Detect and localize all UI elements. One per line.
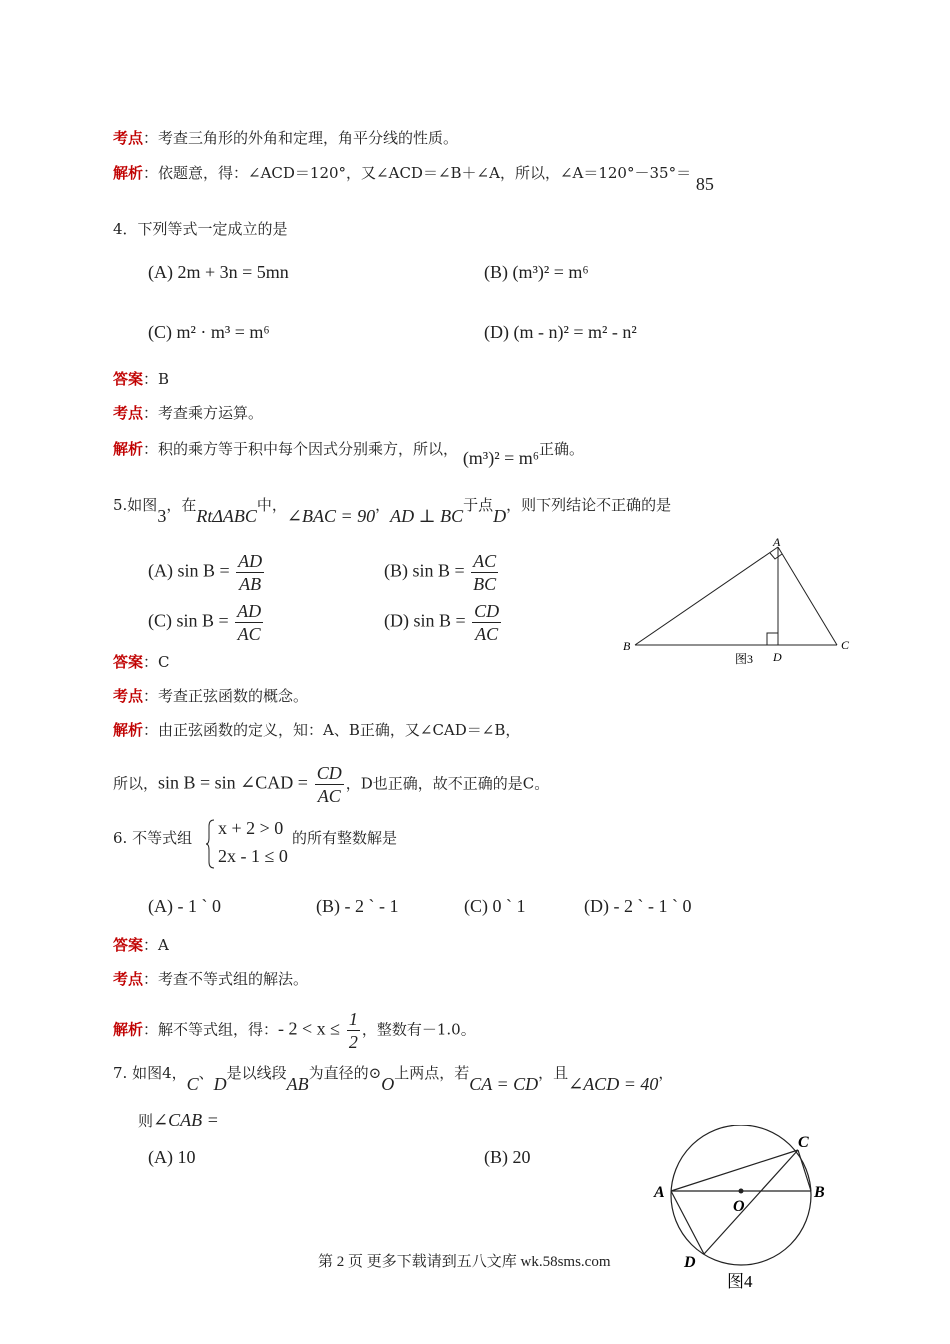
page-footer: 第 2 页 更多下载请到五八文库 wk.58sms.com xyxy=(318,1254,611,1270)
q6-option-a: (A) - 1 ` 0 xyxy=(148,896,221,916)
segment-ab xyxy=(635,547,778,645)
q5-kaodian: 考点：考查正弦函数的概念。 xyxy=(113,687,309,705)
chord-cb xyxy=(798,1150,811,1191)
q6-answer: 答案：A xyxy=(113,936,169,954)
right-angle-mark-a xyxy=(770,553,782,559)
q6-jiexi: 解析：解不等式组，得：- 2 < x ≤ $\frac{1}{2}$ ，整数有－1.0。 xyxy=(113,1009,476,1052)
q3-kaodian: 考点：考查三角形的外角和定理，角平分线的性质。 xyxy=(113,129,459,147)
kaodian-label: 考点 xyxy=(113,129,144,147)
q7-option-b: (B) 20 xyxy=(484,1147,531,1167)
label-o: O xyxy=(733,1198,745,1215)
q6-stem-pre: 6. 不等式组 xyxy=(113,829,193,847)
q5-stem: 5.如图3，在RtΔABC中，∠BAC = 90，AD ⊥ BC于点D，则下列结论不正确的是 xyxy=(113,496,672,526)
q4-answer: 答案：B xyxy=(113,370,170,388)
q5-jiexi-line2: 所以，sin B = sin ∠CAD = $\frac{CD}{AC}$ ，D也正确，故不正确的是C。 xyxy=(113,763,550,806)
chord-ad xyxy=(671,1191,704,1254)
q4-jiexi: 解析：积的乘方等于积中每个因式分别乘方，所以， (m³)² = m⁶正确。 xyxy=(113,440,585,468)
fraction: $\frac{CD}{AC}$ xyxy=(316,763,342,806)
q4-stem: 4．下列等式一定成立的是 xyxy=(113,220,288,238)
q4-option-c: (C) m² · m³ = m⁶ xyxy=(148,322,270,342)
label-c: C xyxy=(841,638,850,652)
q4-option-a: (A) 2m + 3n = 5mn xyxy=(148,262,289,282)
figure-3-triangle xyxy=(615,535,865,670)
label-d: D xyxy=(773,650,782,664)
q6-kaodian: 考点：考查不等式组的解法。 xyxy=(113,970,309,988)
fraction: $\frac{AD}{AC}$ xyxy=(237,601,262,644)
fraction: $\frac{CD}{AC}$ xyxy=(474,601,500,644)
q4-option-d: (D) (m - n)² = m² - n² xyxy=(484,322,637,342)
figure-4-circle xyxy=(650,1125,840,1295)
q5-option-a: (A) sin B = $\frac{AD}{AB}$ xyxy=(148,551,263,594)
q7-ask: 则∠CAB = xyxy=(138,1110,219,1130)
fraction: $\frac{AC}{BC}$ xyxy=(473,551,497,594)
q6-option-b: (B) - 2 ` - 1 xyxy=(316,896,399,916)
label-b: B xyxy=(623,639,631,653)
q7-stem: 7. 如图4，C、D是以线段AB为直径的⊙O上两点，若CA = CD，且∠ACD = 40， xyxy=(113,1064,674,1094)
circle-o xyxy=(671,1125,811,1265)
q6-option-c: (C) 0 ` 1 xyxy=(464,896,526,916)
label-b: B xyxy=(814,1184,825,1201)
q7-option-a: (A) 10 xyxy=(148,1147,196,1167)
q4-kaodian: 考点：考查乘方运算。 xyxy=(113,404,264,422)
q5-jiexi: 解析：由正弦函数的定义，知：A、B正确，又∠CAD＝∠B， xyxy=(113,721,521,739)
label-a: A xyxy=(773,535,781,549)
label-d: D xyxy=(684,1254,696,1271)
center-dot xyxy=(739,1189,744,1194)
figure-caption: 图3 xyxy=(735,652,754,666)
q5-option-b: (B) sin B = $\frac{AC}{BC}$ xyxy=(384,551,497,594)
q4-option-b: (B) (m³)² = m⁶ xyxy=(484,262,589,282)
q6-option-d: (D) - 2 ` - 1 ` 0 xyxy=(584,896,692,916)
q6-stem-post: 的所有整数解是 xyxy=(292,829,398,847)
left-brace xyxy=(206,818,216,870)
fraction: $\frac{1}{2}$ xyxy=(348,1009,358,1052)
segment-ac xyxy=(778,547,837,645)
right-angle-mark-d xyxy=(767,633,778,645)
q3-jiexi: 解析：依题意，得：∠ACD＝120°，又∠ACD＝∠B＋∠A，所以，∠A＝120°－35°＝ 85 xyxy=(113,164,714,194)
q5-option-d: (D) sin B = $\frac{CD}{AC}$ xyxy=(384,601,500,644)
inequality-2: 2x - 1 ≤ 0 xyxy=(218,846,288,866)
label-a: A xyxy=(654,1184,665,1201)
q5-answer: 答案：C xyxy=(113,653,170,671)
jiexi-label: 解析 xyxy=(113,164,144,182)
inequality-1: x + 2 > 0 xyxy=(218,818,284,838)
q5-option-c: (C) sin B = $\frac{AD}{AC}$ xyxy=(148,601,262,644)
figure-caption: 图4 xyxy=(727,1272,753,1291)
label-c: C xyxy=(798,1134,809,1151)
fraction: $\frac{AD}{AB}$ xyxy=(238,551,263,594)
